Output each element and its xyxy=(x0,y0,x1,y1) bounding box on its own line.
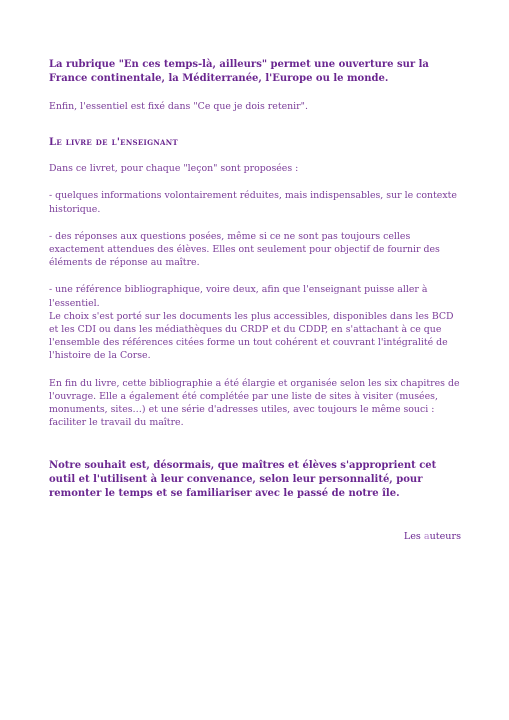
booklet-lead: Dans ce livret, pour chaque "leçon" sont proposées : xyxy=(49,163,299,175)
closing-paragraph: Notre souhait est, désormais, que maîtres et élèves s'approprient cet outil et l'utilisent à leur convenance, selon leur personnalité, pour remonter le temps et se familiariser avec le passé de notre île. xyxy=(49,460,437,500)
bibliography-extended: En fin du livre, cette bibliographie a été élargie et organisée selon les six chapitres de l'ouvrage. Elle a également été complétée par une liste de sites à visiter (musées, monuments, sites…) et une série d'adresses utiles, avec toujours le même souci : faciliter le travail du maître. xyxy=(49,377,460,429)
rubric-paragraph: La rubrique "En ces temps-là, ailleurs" permet une ouverture sur la France continentale, la Méditerranée, l'Europe ou le monde. xyxy=(49,59,429,84)
signature-accent: a xyxy=(423,531,430,543)
bibliography-choice: Le choix s'est porté sur les documents les plus accessibles, disponibles dans les BCD et les CDI ou dans les médiathèques du CRDP et du CDDP, en s'attachant à ce que l'ensemble des références citées forme un tout cohérent et couvrant l'intégralité de l'histoire de la Corse. xyxy=(49,310,454,362)
signature xyxy=(49,531,461,542)
essential-paragraph: Enfin, l'essentiel est fixé dans "Ce que je dois retenir". xyxy=(49,101,308,112)
section-title: Le livre de l'enseignant xyxy=(49,137,178,149)
list-item-bibliography: - une référence bibliographique, voire deux, afin que l'enseignant puisse aller à l'essentiel. xyxy=(49,284,428,309)
signature-part2: uteurs xyxy=(429,531,461,543)
signature-part1: Les xyxy=(403,531,424,543)
list-item-context: - quelques informations volontairement réduites, mais indispensables, sur le contexte historique. xyxy=(49,190,457,215)
list-item-answers: - des réponses aux questions posées, même si ce ne sont pas toujours celles exactement attendues des élèves. Elles ont seulement pour objectif de fournir des éléments de réponse au maître. xyxy=(49,230,440,269)
